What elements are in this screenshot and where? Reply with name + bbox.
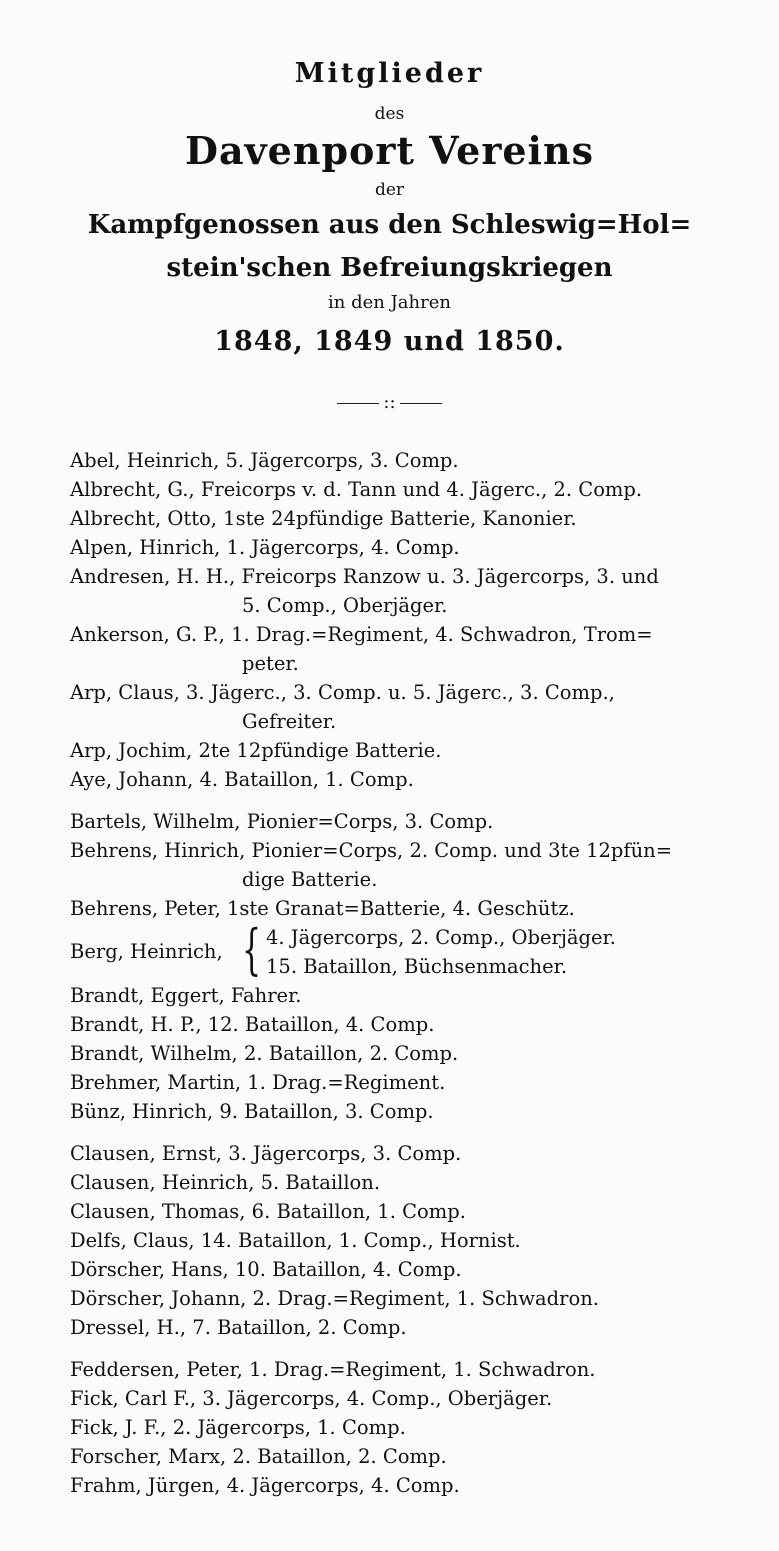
group-c-d bbox=[70, 1139, 770, 1342]
berg-name: Berg, Heinrich, bbox=[70, 940, 223, 963]
list-item bbox=[70, 981, 770, 1010]
separator bbox=[0, 392, 779, 413]
title-der: der bbox=[374, 180, 405, 200]
list-item bbox=[70, 562, 770, 620]
title-befreiungskriegen: stein'schen Befreiungskriegen bbox=[166, 253, 613, 283]
list-item bbox=[70, 765, 770, 794]
entry-text: Fick, J. F., 2. Jägercorps, 1. Comp. bbox=[70, 1416, 406, 1439]
list-item bbox=[70, 1255, 770, 1284]
title-years: 1848, 1849 und 1850. bbox=[214, 326, 565, 357]
separator-line-right bbox=[400, 403, 442, 404]
entry-continuation: peter. bbox=[242, 652, 299, 675]
entry-text: Forscher, Marx, 2. Bataillon, 2. Comp. bbox=[70, 1445, 447, 1468]
separator-mark: :: bbox=[383, 392, 396, 413]
entry-text: Brandt, Eggert, Fahrer. bbox=[70, 984, 302, 1007]
list-item bbox=[70, 1010, 770, 1039]
entry-text: Feddersen, Peter, 1. Drag.=Regiment, 1. Schwadron. bbox=[70, 1358, 596, 1381]
list-item bbox=[70, 446, 770, 475]
berg-line-2: 15. Bataillon, Büchsenmacher. bbox=[266, 955, 568, 978]
entry-text: Brandt, Wilhelm, 2. Bataillon, 2. Comp. bbox=[70, 1042, 459, 1065]
separator-line-left bbox=[337, 403, 379, 404]
entry-text: Clausen, Ernst, 3. Jägercorps, 3. Comp. bbox=[70, 1142, 462, 1165]
list-item bbox=[70, 807, 770, 836]
list-item-berg bbox=[70, 919, 770, 983]
entry-text: Behrens, Peter, 1ste Granat=Batterie, 4. Geschütz. bbox=[70, 897, 575, 920]
title-mitglieder: Mitglieder bbox=[294, 58, 485, 89]
list-item bbox=[70, 678, 770, 736]
entry-continuation: Gefreiter. bbox=[242, 710, 337, 733]
list-item bbox=[70, 836, 770, 894]
list-item bbox=[70, 1355, 770, 1384]
entry-text: Abel, Heinrich, 5. Jägercorps, 3. Comp. bbox=[70, 449, 459, 472]
entry-continuation: dige Batterie. bbox=[242, 868, 378, 891]
group-a bbox=[70, 446, 770, 794]
list-item bbox=[70, 1039, 770, 1068]
group-b bbox=[70, 807, 770, 981]
entry-text: Arp, Jochim, 2te 12pfündige Batterie. bbox=[70, 739, 442, 762]
list-item bbox=[70, 1284, 770, 1313]
title-des: des bbox=[374, 104, 405, 124]
group-b-cont bbox=[70, 981, 770, 1126]
entry-text: Frahm, Jürgen, 4. Jägercorps, 4. Comp. bbox=[70, 1474, 460, 1497]
list-item bbox=[70, 620, 770, 678]
entry-text: Dörscher, Hans, 10. Bataillon, 4. Comp. bbox=[70, 1258, 462, 1281]
list-item bbox=[70, 1413, 770, 1442]
entry-text: Ankerson, G. P., 1. Drag.=Regiment, 4. Schwadron, Trom= bbox=[70, 623, 653, 646]
entry-text: Aye, Johann, 4. Bataillon, 1. Comp. bbox=[70, 768, 414, 791]
list-item bbox=[70, 894, 770, 923]
title-davenport-vereins: Davenport Vereins bbox=[184, 128, 594, 173]
list-item bbox=[70, 1168, 770, 1197]
entry-text: Bartels, Wilhelm, Pionier=Corps, 3. Comp. bbox=[70, 810, 494, 833]
entry-text: Dörscher, Johann, 2. Drag.=Regiment, 1. Schwadron. bbox=[70, 1287, 599, 1310]
list-item bbox=[70, 533, 770, 562]
entry-text: Brandt, H. P., 12. Bataillon, 4. Comp. bbox=[70, 1013, 435, 1036]
list-item bbox=[70, 504, 770, 533]
curly-brace-icon: { bbox=[242, 919, 262, 983]
entry-text: Fick, Carl F., 3. Jägercorps, 4. Comp., Oberjäger. bbox=[70, 1387, 553, 1410]
entry-text: Clausen, Heinrich, 5. Bataillon. bbox=[70, 1171, 381, 1194]
entry-text: Albrecht, G., Freicorps v. d. Tann und 4. Jägerc., 2. Comp. bbox=[70, 478, 643, 501]
list-item bbox=[70, 475, 770, 504]
list-item bbox=[70, 1226, 770, 1255]
entry-text: Bünz, Hinrich, 9. Bataillon, 3. Comp. bbox=[70, 1100, 434, 1123]
group-f bbox=[70, 1355, 770, 1500]
entry-text: Dressel, H., 7. Bataillon, 2. Comp. bbox=[70, 1316, 407, 1339]
list-item bbox=[70, 736, 770, 765]
list-item bbox=[70, 1139, 770, 1168]
entry-text: Andresen, H. H., Freicorps Ranzow u. 3. Jägercorps, 3. und bbox=[70, 565, 659, 588]
entry-text: Alpen, Hinrich, 1. Jägercorps, 4. Comp. bbox=[70, 536, 460, 559]
entry-text: Arp, Claus, 3. Jägerc., 3. Comp. u. 5. Jägerc., 3. Comp., bbox=[70, 681, 615, 704]
entry-text: Clausen, Thomas, 6. Bataillon, 1. Comp. bbox=[70, 1200, 466, 1223]
list-item bbox=[70, 1384, 770, 1413]
list-item bbox=[70, 1442, 770, 1471]
list-item bbox=[70, 1197, 770, 1226]
list-item bbox=[70, 1471, 770, 1500]
list-item bbox=[70, 1313, 770, 1342]
berg-line-1: 4. Jägercorps, 2. Comp., Oberjäger. bbox=[266, 926, 616, 949]
berg-details bbox=[266, 923, 616, 981]
entry-text: Behrens, Hinrich, Pionier=Corps, 2. Comp. und 3te 12pfün= bbox=[70, 839, 673, 862]
list-item bbox=[70, 1097, 770, 1126]
entry-continuation: 5. Comp., Oberjäger. bbox=[242, 594, 448, 617]
entry-text: Albrecht, Otto, 1ste 24pfündige Batterie, Kanonier. bbox=[70, 507, 577, 530]
title-kampfgenossen: Kampfgenossen aus den Schleswig=Hol= bbox=[87, 210, 692, 240]
entry-text: Brehmer, Martin, 1. Drag.=Regiment. bbox=[70, 1071, 446, 1094]
list-item bbox=[70, 1068, 770, 1097]
title-in-den-jahren: in den Jahren bbox=[328, 292, 451, 313]
member-list bbox=[70, 446, 770, 1500]
entry-text: Delfs, Claus, 14. Bataillon, 1. Comp., Hornist. bbox=[70, 1229, 521, 1252]
